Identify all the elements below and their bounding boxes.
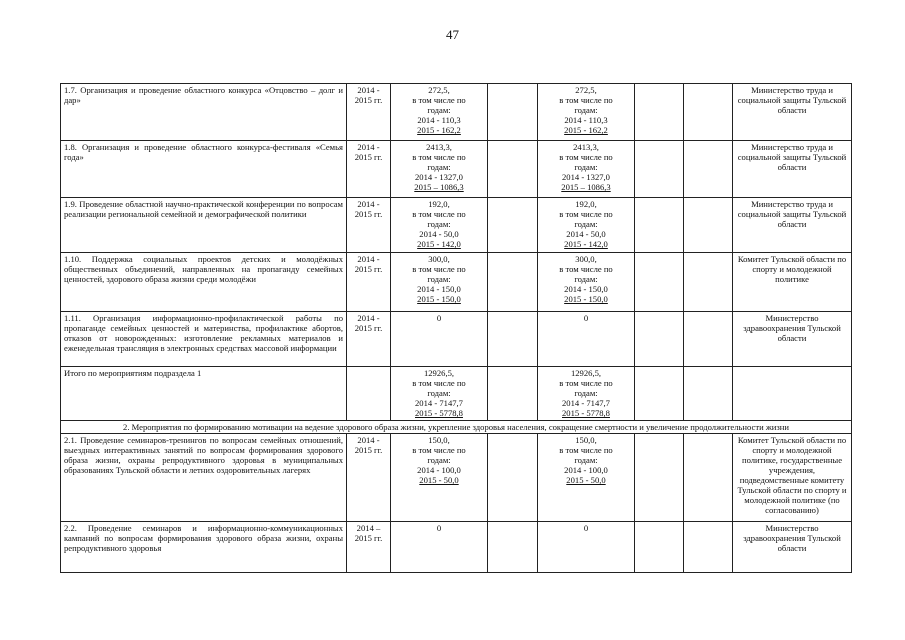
regional-amount-line: 2014 - 110,3	[564, 115, 608, 125]
executor	[733, 367, 852, 421]
page-number: 47	[446, 27, 459, 42]
total-amount-line: 2413,3,	[426, 142, 452, 152]
municipal-empty	[635, 253, 684, 312]
municipal-empty	[635, 434, 684, 522]
municipal-empty	[635, 84, 684, 141]
federal-empty	[488, 198, 538, 253]
total-amount-line: 150,0,	[428, 435, 450, 445]
total-amount	[391, 198, 488, 253]
regional-amount-line: 0	[583, 523, 589, 533]
executor: Министерство труда и социальной защиты Тульской области	[733, 141, 852, 198]
regional-amount-line: в том числе по	[559, 209, 613, 219]
total-amount-line: годам:	[427, 388, 451, 398]
period: 2014 - 2015 гг.	[347, 84, 391, 141]
regional-amount	[538, 253, 635, 312]
total-amount-line: 192,0,	[428, 199, 450, 209]
regional-amount-line: 2015 - 142,0	[564, 239, 608, 249]
measure-name: 2.2. Проведение семинаров и информационно-коммуникационных кампаний по вопросам формирования здорового образа жизни, охраны репродуктивного здоровья	[61, 522, 347, 573]
regional-amount	[538, 522, 635, 573]
table-row	[61, 84, 852, 141]
regional-amount	[538, 141, 635, 198]
other-empty	[684, 434, 733, 522]
total-amount-line: в том числе по	[412, 152, 466, 162]
executor: Комитет Тульской области по спорту и молодежной политике	[733, 253, 852, 312]
regional-amount-line: 2015 - 5778,8	[562, 408, 610, 418]
regional-amount-line: 150,0,	[575, 435, 597, 445]
table-row	[61, 198, 852, 253]
total-amount-line: годам:	[427, 162, 451, 172]
executor: Комитет Тульской области по спорту и молодежной политике, государственные учреждения, подведомственные комитету Тульской области по спорту и молодежной политике (по согласованию)	[733, 434, 852, 522]
period: 2014 - 2015 гг.	[347, 253, 391, 312]
total-amount-line: 2014 - 50,0	[419, 229, 459, 239]
federal-empty	[488, 434, 538, 522]
executor: Министерство здравоохранения Тульской области	[733, 312, 852, 367]
regional-amount-line: в том числе по	[559, 378, 613, 388]
regional-amount-line: 2014 - 50,0	[566, 229, 606, 239]
regional-amount-line: 272,5,	[575, 85, 597, 95]
regional-amount-line: в том числе по	[559, 152, 613, 162]
period	[347, 367, 391, 421]
federal-empty	[488, 367, 538, 421]
other-empty	[684, 198, 733, 253]
regional-amount-line: 0	[583, 313, 589, 323]
regional-amount-line: 2413,3,	[573, 142, 599, 152]
other-empty	[684, 312, 733, 367]
regional-amount-line: 2014 - 7147,7	[562, 398, 610, 408]
total-amount-line: годам:	[427, 274, 451, 284]
total-amount-line: годам:	[427, 219, 451, 229]
municipal-empty	[635, 141, 684, 198]
measure-name: 1.9. Проведение областной научно-практической конференции по вопросам реализации региональной семейной и демографической политики	[61, 198, 347, 253]
section-heading: 2. Мероприятия по формированию мотивации на ведение здорового образа жизни, укрепление здоровья населения, сокращение смертности и увеличение продолжительности жизни	[61, 421, 852, 434]
measure-name: 2.1. Проведение семинаров-тренингов по вопросам семейных отношений, выездных интерактивных занятий по вопросам формирования здорового образа жизни, охраны репродуктивного здоровья в муниципальных образованиях Тульской области и летних оздоровительных лагерях	[61, 434, 347, 522]
table-row	[61, 141, 852, 198]
regional-amount-line: годам:	[574, 274, 598, 284]
regional-amount	[538, 312, 635, 367]
table-row	[61, 434, 852, 522]
regional-amount	[538, 367, 635, 421]
total-amount-line: годам:	[427, 455, 451, 465]
regional-amount-line: годам:	[574, 388, 598, 398]
section-heading-row	[61, 421, 852, 434]
table-row	[61, 367, 852, 421]
municipal-empty	[635, 522, 684, 573]
other-empty	[684, 141, 733, 198]
total-amount-line: 12926,5,	[423, 368, 455, 378]
total-amount	[391, 253, 488, 312]
executor: Министерство труда и социальной защиты Тульской области	[733, 84, 852, 141]
total-amount	[391, 141, 488, 198]
regional-amount-line: 192,0,	[575, 199, 597, 209]
total-amount-line: 0	[436, 313, 442, 323]
total-amount-line: 2015 - 50,0	[419, 475, 459, 485]
total-amount-line: 2015 - 142,0	[417, 239, 461, 249]
total-amount-line: годам:	[427, 105, 451, 115]
total-amount-line: в том числе по	[412, 95, 466, 105]
measure-name: Итого по мероприятиям подраздела 1	[61, 367, 347, 421]
total-amount	[391, 367, 488, 421]
period: 2014 - 2015 гг.	[347, 141, 391, 198]
regional-amount-line: 2015 - 162,2	[564, 125, 608, 135]
total-amount-line: в том числе по	[412, 209, 466, 219]
other-empty	[684, 522, 733, 573]
federal-empty	[488, 312, 538, 367]
measure-name: 1.10. Поддержка социальных проектов детских и молодёжных общественных объединений, направленных на пропаганду семейных ценностей, здорового образа жизни среди молодёжи	[61, 253, 347, 312]
total-amount-line: 2014 - 150,0	[417, 284, 461, 294]
total-amount-line: 2014 - 7147,7	[415, 398, 463, 408]
regional-amount	[538, 198, 635, 253]
regional-amount-line: 2015 - 150,0	[564, 294, 608, 304]
other-empty	[684, 253, 733, 312]
regional-amount-line: годам:	[574, 455, 598, 465]
regional-amount-line: 2015 – 1086,3	[561, 182, 611, 192]
municipal-empty	[635, 312, 684, 367]
measure-name: 1.7. Организация и проведение областного конкурса «Отцовство – долг и дар»	[61, 84, 347, 141]
municipal-empty	[635, 198, 684, 253]
regional-amount-line: 2015 - 50,0	[566, 475, 606, 485]
total-amount-line: в том числе по	[412, 264, 466, 274]
federal-empty	[488, 141, 538, 198]
federal-empty	[488, 253, 538, 312]
total-amount-line: 2015 – 1086,3	[414, 182, 464, 192]
table-row	[61, 312, 852, 367]
executor: Министерство труда и социальной защиты Тульской области	[733, 198, 852, 253]
measure-name: 1.11. Организация информационно-профилактической работы по пропаганде семейных ценностей и материнства, профилактике абортов, отказов от новорожденных: изготовление рекламных материалов и еженедельная трансляция в электронных средствах массовой информации	[61, 312, 347, 367]
regional-amount-line: 2014 - 100,0	[564, 465, 608, 475]
executor: Министерство здравоохранения Тульской области	[733, 522, 852, 573]
regional-amount-line: 2014 - 150,0	[564, 284, 608, 294]
period: 2014 – 2015 гг.	[347, 522, 391, 573]
regional-amount	[538, 84, 635, 141]
table-row	[61, 522, 852, 573]
total-amount-line: в том числе по	[412, 378, 466, 388]
total-amount-line: 2014 - 110,3	[417, 115, 461, 125]
total-amount-line: 272,5,	[428, 85, 450, 95]
total-amount-line: в том числе по	[412, 445, 466, 455]
total-amount	[391, 522, 488, 573]
municipal-empty	[635, 367, 684, 421]
period: 2014 - 2015 гг.	[347, 434, 391, 522]
other-empty	[684, 367, 733, 421]
federal-empty	[488, 522, 538, 573]
total-amount-line: 2015 - 150,0	[417, 294, 461, 304]
measure-name: 1.8. Организация и проведение областного конкурса-фестиваля «Семья года»	[61, 141, 347, 198]
regional-amount-line: годам:	[574, 219, 598, 229]
regional-amount-line: 300,0,	[575, 254, 597, 264]
regional-amount-line: годам:	[574, 105, 598, 115]
regional-amount	[538, 434, 635, 522]
total-amount	[391, 434, 488, 522]
period: 2014 - 2015 гг.	[347, 198, 391, 253]
total-amount-line: 2014 - 100,0	[417, 465, 461, 475]
regional-amount-line: в том числе по	[559, 95, 613, 105]
regional-amount-line: 2014 - 1327,0	[562, 172, 610, 182]
total-amount	[391, 312, 488, 367]
table-row	[61, 253, 852, 312]
program-table	[60, 83, 852, 573]
regional-amount-line: в том числе по	[559, 445, 613, 455]
total-amount-line: 2015 - 162,2	[417, 125, 461, 135]
total-amount	[391, 84, 488, 141]
total-amount-line: 2015 - 5778,8	[415, 408, 463, 418]
total-amount-line: 0	[436, 523, 442, 533]
period: 2014 - 2015 гг.	[347, 312, 391, 367]
total-amount-line: 2014 - 1327,0	[415, 172, 463, 182]
regional-amount-line: годам:	[574, 162, 598, 172]
federal-empty	[488, 84, 538, 141]
regional-amount-line: в том числе по	[559, 264, 613, 274]
other-empty	[684, 84, 733, 141]
regional-amount-line: 12926,5,	[570, 368, 602, 378]
total-amount-line: 300,0,	[428, 254, 450, 264]
